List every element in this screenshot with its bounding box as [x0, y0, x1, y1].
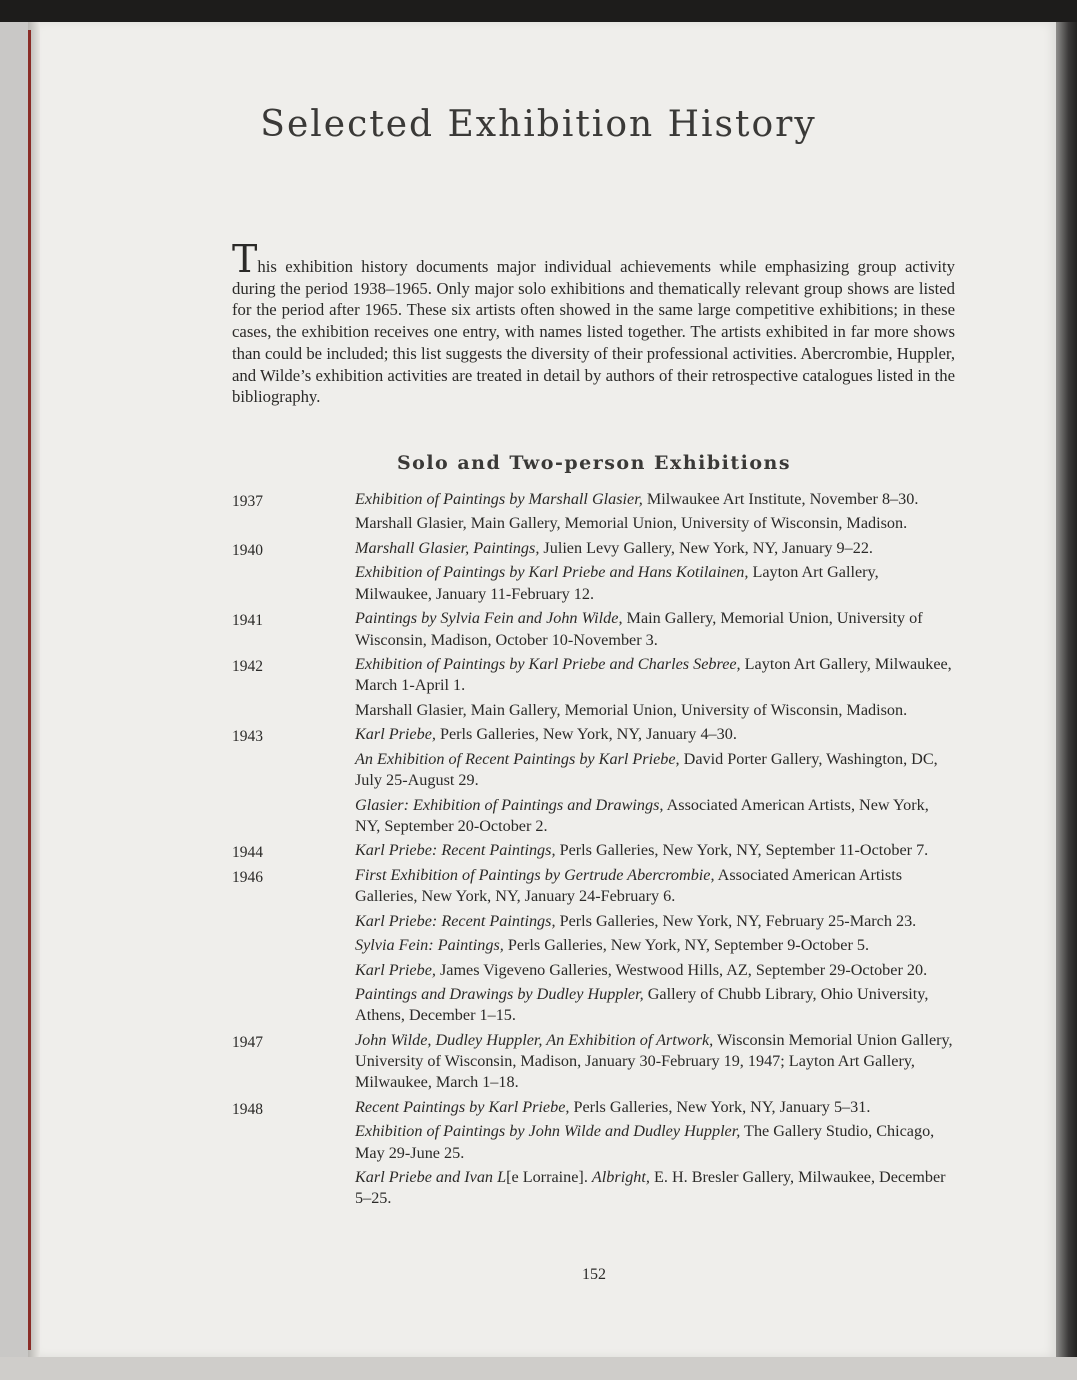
exhibition-details: James Vigeveno Galleries, Westwood Hills, AZ, September 29-October 20. [435, 960, 928, 979]
exhibition-details: The Gallery Studio, Chicago, May 29-June 25. [355, 1122, 935, 1162]
exhibition-details: David Porter Gallery, Washington, DC, July 25-August 29. [355, 749, 938, 790]
exhibition-title: Recent Paintings by Karl Priebe, [355, 1097, 570, 1116]
exhibition-details: Main Gallery, Memorial Union, University of Wisconsin, Madison, October 10-November 3. [355, 609, 923, 649]
exhibition-entry [355, 1030, 955, 1094]
exhibition-title: An Exhibition of Recent Paintings by Karl Priebe, [355, 749, 680, 768]
scan-border-top [0, 0, 1077, 22]
exhibition-entry [355, 513, 955, 534]
year-group [232, 1097, 955, 1213]
exhibition-details: Layton Art Gallery, Milwaukee, January 11-February 12. [355, 563, 879, 603]
exhibition-details: Perls Galleries, New York, NY, January 5–31. [569, 1097, 871, 1116]
exhibition-entry [355, 1121, 955, 1164]
year-group [232, 865, 955, 1030]
exhibition-details: Associated American Artists, New York, NY, September 20-October 2. [355, 795, 929, 835]
exhibition-details: Marshall Glasier, Main Gallery, Memorial Union, University of Wisconsin, Madison. [355, 514, 908, 533]
exhibition-details: Milwaukee Art Institute, November 8–30. [642, 490, 919, 508]
exhibition-entry [355, 1097, 955, 1118]
exhibition-title: Exhibition of Paintings by Karl Priebe and Charles Sebree, [355, 655, 741, 674]
exhibition-details: [e Lorraine]. [506, 1168, 592, 1187]
exhibition-entry [355, 984, 955, 1027]
exhibition-details: Layton Art Gallery, Milwaukee, March 1-April 1. [355, 655, 952, 695]
exhibition-entry [355, 538, 955, 559]
year-label: 1943 [232, 728, 263, 746]
exhibition-details: Associated American Artists Galleries, New York, NY, January 24-February 6. [355, 865, 903, 906]
exhibition-title: Karl Priebe: Recent Paintings, [355, 911, 556, 930]
intro-text: his exhibition history documents major individual achievements while emphasizing group activity during the period 1938–1965. Only major solo exhibitions and thematically relevant group shows are listed for the period after 1965. These six artists often showed in the same large competitive exhibitions; in these cases, the exhibition receives one entry, with names listed together. The artists exhibited in far more shows than could be included; this list suggests the diversity of their professional activities. Abercrombie, Huppler, and Wilde’s exhibition activities are treated in detail by authors of their retrospective catalogues listed in the bibliography. [232, 257, 955, 407]
exhibition-details: Perls Galleries, New York, NY, September 9-October 5. [503, 936, 870, 955]
exhibition-entry [355, 911, 955, 932]
exhibition-title: Glasier: Exhibition of Paintings and Drawings, [355, 795, 664, 814]
exhibition-entry [355, 489, 955, 510]
exhibition-entry [355, 608, 955, 651]
year-group [232, 724, 955, 840]
year-label: 1942 [232, 658, 263, 676]
year-label: 1946 [232, 868, 263, 886]
exhibition-details: E. H. Bresler Gallery, Milwaukee, December 5–25. [355, 1168, 946, 1208]
exhibition-entry [355, 700, 955, 721]
exhibition-entry [355, 724, 955, 745]
exhibition-title: Sylvia Fein: Paintings, [355, 936, 504, 955]
exhibition-entry [355, 865, 955, 908]
exhibition-details: Wisconsin Memorial Union Gallery, University of Wisconsin, Madison, January 30-February 19, 1947; Layton Art Gallery, Milwaukee, March 1–18. [355, 1030, 953, 1092]
year-entries [355, 538, 955, 608]
exhibition-list [232, 489, 955, 1213]
year-group [232, 538, 955, 608]
year-label: 1944 [232, 844, 263, 862]
exhibition-details: Julien Levy Gallery, New York, NY, January 9–22. [539, 538, 873, 557]
exhibition-title: Karl Priebe and Ivan L [355, 1168, 507, 1187]
year-group [232, 654, 955, 724]
exhibition-details: Marshall Glasier, Main Gallery, Memorial Union, University of Wisconsin, Madison. [355, 700, 908, 719]
year-label: 1947 [232, 1033, 263, 1051]
exhibition-entry [355, 795, 955, 838]
book-edge [28, 30, 31, 1350]
exhibition-details: Perls Galleries, New York, NY, February 25-March 23. [555, 911, 917, 930]
exhibition-entry [355, 840, 955, 861]
exhibition-title: Paintings by Sylvia Fein and John Wilde, [355, 609, 623, 628]
exhibition-title: Karl Priebe, [355, 725, 436, 744]
year-label: 1948 [232, 1100, 263, 1118]
year-label: 1940 [232, 541, 263, 559]
exhibition-details: Perls Galleries, New York, NY, September 11-October 7. [555, 841, 929, 860]
book-gutter [1056, 22, 1077, 1362]
scan-border-bottom [0, 1357, 1077, 1380]
section-title: Solo and Two-person Exhibitions [396, 452, 792, 474]
exhibition-entry [355, 562, 955, 605]
exhibition-details: Perls Galleries, New York, NY, January 4–30. [435, 725, 737, 744]
year-group [232, 840, 955, 864]
year-entries [355, 489, 955, 538]
year-entries [355, 1030, 955, 1097]
year-group [232, 1030, 955, 1097]
exhibition-title: Exhibition of Paintings by John Wilde and Dudley Huppler, [355, 1122, 741, 1141]
year-entries [355, 1097, 955, 1213]
intro-paragraph [232, 237, 955, 408]
exhibition-title: Albright, [591, 1168, 650, 1187]
year-label: 1937 [232, 493, 263, 510]
exhibition-entry [355, 935, 955, 956]
drop-cap: T [232, 237, 258, 281]
exhibition-entry [355, 960, 955, 981]
exhibition-title: Karl Priebe: Recent Paintings, [355, 841, 556, 860]
year-group [232, 489, 955, 538]
exhibition-details: Gallery of Chubb Library, Ohio University, Athens, December 1–15. [355, 985, 929, 1025]
year-entries [355, 654, 955, 724]
exhibition-title: Marshall Glasier, Paintings, [355, 538, 540, 557]
exhibition-title: Paintings and Drawings by Dudley Huppler, [355, 985, 644, 1004]
exhibition-entry [355, 1167, 955, 1210]
page-title: Selected Exhibition History [260, 104, 817, 145]
exhibition-title: First Exhibition of Paintings by Gertrude Abercrombie, [355, 865, 715, 884]
year-entries [355, 724, 955, 840]
exhibition-title: Exhibition of Paintings by Karl Priebe and Hans Kotilainen, [355, 563, 749, 582]
exhibition-title: Karl Priebe, [355, 960, 436, 979]
page-number: 152 [582, 1266, 606, 1283]
year-entries [355, 865, 955, 1030]
exhibition-entry [355, 654, 955, 697]
exhibition-title: Exhibition of Paintings by Marshall Glasier, [355, 490, 643, 508]
year-entries [355, 840, 955, 864]
exhibition-title: John Wilde, Dudley Huppler, An Exhibition of Artwork, [355, 1030, 714, 1049]
exhibition-entry [355, 749, 955, 792]
year-label: 1941 [232, 612, 263, 630]
year-entries [355, 608, 955, 654]
year-group [232, 608, 955, 654]
